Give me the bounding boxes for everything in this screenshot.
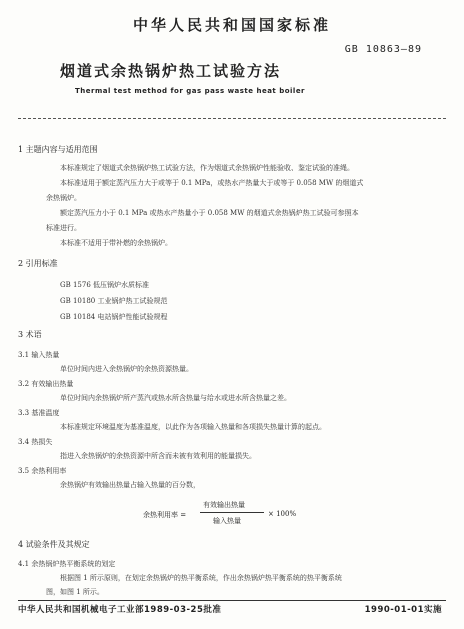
reference-item: GB 10180 工业锅炉热工试验规范 — [60, 297, 168, 305]
section-1-heading: 1 主题内容与适用范围 — [18, 145, 98, 154]
title-divider — [18, 118, 446, 119]
implementation-date: 1990-01-01实施 — [364, 605, 442, 615]
section-1-para-4: 本标准不适用于带补燃的余热锅炉。 — [60, 239, 172, 247]
section-1-para-3: 额定蒸汽压力小于 0.1 MPa 或热水产热量小于 0.058 MW 的烟道式余热锅炉热工试验可参照本 — [60, 209, 359, 217]
formula-lhs: 余热利用率 = — [143, 511, 187, 519]
section-1-para-2-cont: 余热锅炉。 — [46, 194, 81, 202]
formula-numerator: 有效输出热量 — [203, 501, 245, 509]
formula-rhs: × 100% — [268, 510, 297, 518]
section-4-heading: 4 试验条件及其规定 — [18, 540, 90, 549]
term-3-1-heading: 3.1 输入热量 — [18, 351, 60, 359]
standard-header: 中华人民共和国国家标准 — [132, 16, 331, 34]
reference-item: GB 10184 电站锅炉性能试验规程 — [60, 313, 168, 321]
formula-fraction-bar — [200, 512, 264, 513]
term-3-3-heading: 3.3 基准温度 — [18, 409, 60, 417]
footer-divider — [18, 600, 446, 601]
item-4-1-body-cont: 图，如图 1 所示。 — [46, 588, 104, 596]
section-2-heading: 2 引用标准 — [18, 259, 58, 268]
term-3-3-body: 本标准规定环境温度为基准温度，以此作为各项输入热量和各项损失热量计算的起点。 — [60, 423, 326, 431]
section-1-para-2: 本标准适用于额定蒸汽压力大于或等于 0.1 MPa，或热水产热量大于或等于 0.058 MW 的烟道式 — [60, 179, 364, 187]
item-4-1-body: 根据图 1 所示原则，在划定余热锅炉的热平衡系统，作出余热锅炉热平衡系统的热平衡系统 — [60, 574, 342, 582]
section-3-heading: 3 术语 — [18, 330, 42, 339]
approval-note: 中华人民共和国机械电子工业部1989-03-25批准 — [18, 605, 222, 615]
document-subtitle-en: Thermal test method for gas pass waste heat boiler — [75, 87, 306, 95]
reference-item: GB 1576 低压锅炉水质标准 — [60, 281, 150, 289]
term-3-1-body: 单位时间内进入余热锅炉的余热资源热量。 — [60, 365, 193, 373]
section-1-para-1: 本标准规定了烟道式余热锅炉热工试验方法，作为烟道式余热锅炉性能验收、鉴定试验的准绳。 — [60, 164, 354, 172]
term-3-2-heading: 3.2 有效输出热量 — [18, 380, 74, 388]
term-3-2-body: 单位时间内余热锅炉所产蒸汽或热水所含热量与给水或进水所含热量之差。 — [60, 394, 291, 402]
item-4-1-heading: 4.1 余热锅炉热平衡系统的划定 — [18, 560, 116, 568]
document-title: 烟道式余热锅炉热工试验方法 — [60, 62, 282, 80]
term-3-4-heading: 3.4 热损失 — [18, 438, 53, 446]
standard-code: GB 10863—89 — [344, 44, 422, 55]
formula-denominator: 输入热量 — [213, 517, 241, 525]
term-3-5-body: 余热锅炉有效输出热量占输入热量的百分数， — [60, 481, 200, 489]
term-3-5-heading: 3.5 余热利用率 — [18, 467, 67, 475]
term-3-4-body: 指进入余热锅炉的余热资源中所含而未被有效利用的能量损失。 — [60, 452, 256, 460]
section-1-para-3-cont: 标准进行。 — [46, 224, 81, 232]
